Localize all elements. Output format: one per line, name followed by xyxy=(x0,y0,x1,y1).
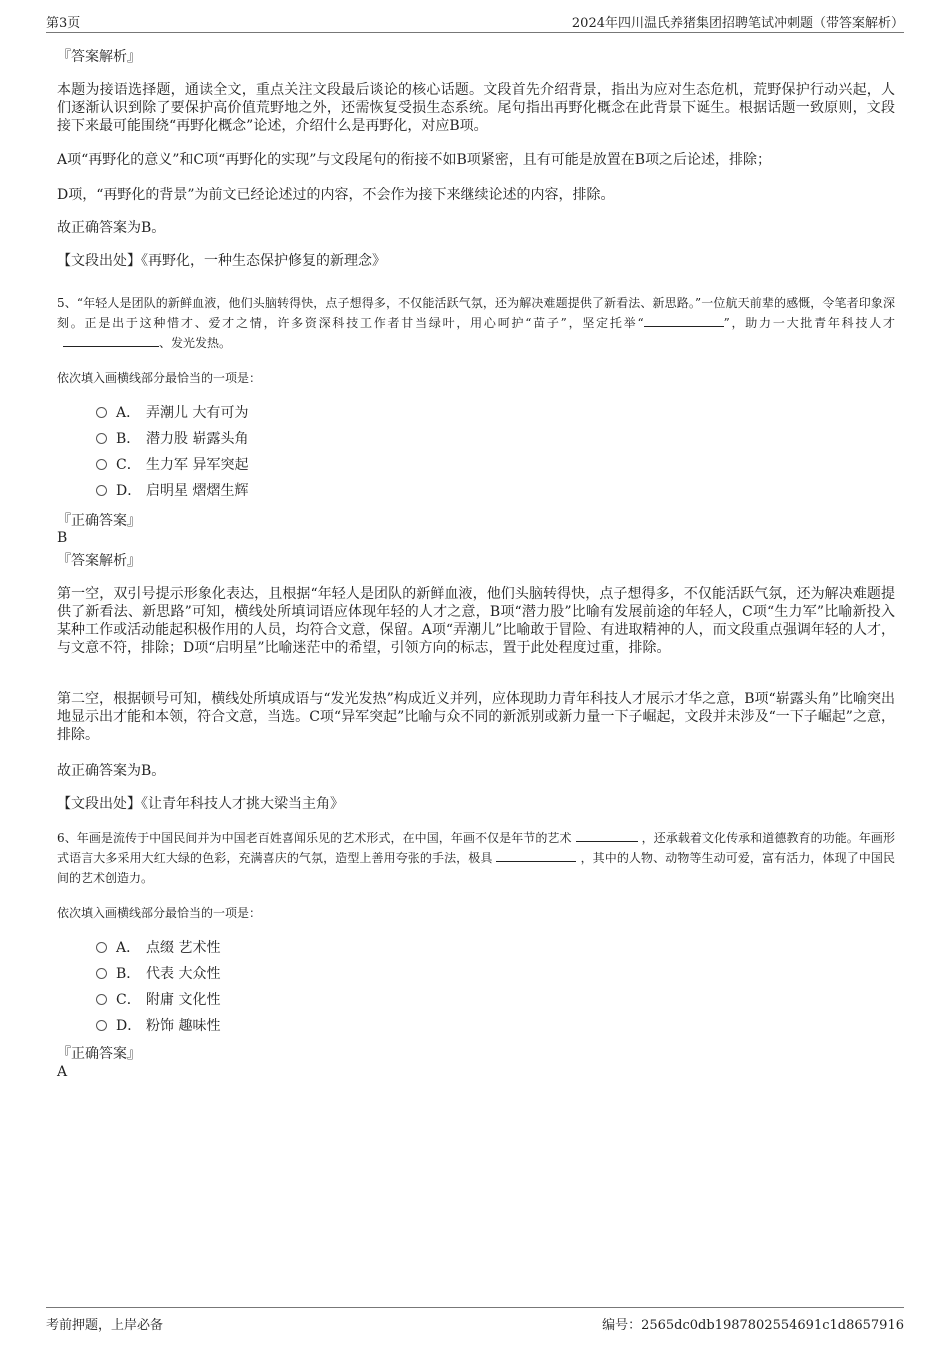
q6-option-b[interactable]: B． 代表 大众性 xyxy=(96,961,496,987)
q6-options xyxy=(96,935,496,1039)
radio-icon[interactable] xyxy=(96,968,107,979)
q6-blank-1 xyxy=(576,829,638,842)
radio-icon[interactable] xyxy=(96,433,107,444)
q5-analysis-label: 『答案解析』 xyxy=(57,553,141,569)
q5-stem-part-1: 5、“年轻人是团队的新鲜血液，他们头脑转得快，点子想得多，不仅能活跃气氛，还为解决难题提供了新看法、新思路。”一位航天前辈的感慨，令笔者印象深刻。正是出于这种惜才、爱才之情，许多资深科技工作者甘当绿叶，用心呵护“苗子”，坚定托举“ xyxy=(57,296,895,330)
q4-source: 【文段出处】《再野化，一种生态保护修复的新理念》 xyxy=(57,253,386,269)
q4-analysis-label: 『答案解析』 xyxy=(57,49,141,65)
radio-icon[interactable] xyxy=(96,1020,107,1031)
q5-blank-1 xyxy=(644,314,724,327)
q5-prompt: 依次填入画横线部分最恰当的一项是： xyxy=(57,371,262,385)
q5-blank-2 xyxy=(63,334,159,347)
code-label: 编号： xyxy=(602,1318,642,1333)
q6-blank-2 xyxy=(496,849,576,862)
q4-analysis-paragraph-2: A项“再野化的意义”和C项“再野化的实现”与文段尾句的衔接不如B项紧密，且有可能是放置在B项之后论述，排除； xyxy=(57,152,772,168)
q4-analysis-paragraph-3: D项，“再野化的背景”为前文已经论述过的内容，不会作为接下来继续论述的内容，排除。 xyxy=(57,187,615,203)
code-value: 2565dc0db1987802554691c1d8657916 xyxy=(641,1318,904,1333)
page-footer xyxy=(46,1307,904,1332)
q5-analysis-paragraph-2: 第二空，根据顿号可知，横线处所填成语与“发光发热”构成近义并列，应体现助力青年科技人才展示才华之意，B项“崭露头角”比喻突出地显示出才能和本领，符合文意，当选。C项“异军突起”比喻与众不同的新派别或新力量一下子崛起，文段并未涉及“一下子崛起”之意，排除。 xyxy=(57,691,895,743)
q5-option-b[interactable]: B． 潜力股 崭露头角 xyxy=(96,426,496,452)
q6-prompt: 依次填入画横线部分最恰当的一项是： xyxy=(57,906,262,920)
q5-answer: B xyxy=(57,530,68,546)
radio-icon[interactable] xyxy=(96,994,107,1005)
radio-icon[interactable] xyxy=(96,485,107,496)
q6-stem-part-1: 6、年画是流传于中国民间并为中国老百姓喜闻乐见的艺术形式，在中国，年画不仅是年节的艺术 xyxy=(57,831,572,845)
document-title: 2024年四川温氏养猪集团招聘笔试冲刺题（带答案解析） xyxy=(571,16,904,31)
q5-option-d[interactable]: D． 启明星 熠熠生辉 xyxy=(96,478,496,504)
page-number: 第3页 xyxy=(46,16,81,31)
q5-option-c[interactable]: C． 生力军 异军突起 xyxy=(96,452,496,478)
page-header xyxy=(46,10,904,33)
footer-slogan: 考前押题，上岸必备 xyxy=(46,1318,164,1333)
q5-stem xyxy=(57,293,895,353)
q4-analysis-paragraph-1: 本题为接语选择题，通读全文，重点关注文段最后谈论的核心话题。文段首先介绍背景，指出为应对生态危机，荒野保护行动兴起，人们逐渐认识到除了要保护高价值荒野地之外，还需恢复受损生态系统。尾句指出再野化概念在此背景下诞生。根据话题一致原则，文段接下来最可能围绕“再野化概念”论述，介绍什么是再野化，对应B项。 xyxy=(57,82,895,134)
q5-stem-part-2: ”，助力一大批青年科技人才 xyxy=(723,316,895,330)
q6-option-d[interactable]: D． 粉饰 趣味性 xyxy=(96,1013,496,1039)
radio-icon[interactable] xyxy=(96,942,107,953)
q5-stem-part-3: 、发光发热。 xyxy=(159,336,232,350)
radio-icon[interactable] xyxy=(96,459,107,470)
q4-answer-conclusion: 故正确答案为B。 xyxy=(57,220,166,236)
q5-analysis-paragraph-1: 第一空，双引号提示形象化表达，且根据“年轻人是团队的新鲜血液，他们头脑转得快，点子想得多，不仅能活跃气氛，还为解决难题提供了新看法、新思路”可知，横线处所填词语应体现年轻的人才之意，B项“潜力股”比喻有发展前途的年轻人，C项“生力军”比喻新投入某种工作或活动能起积极作用的人员，均符合文意，保留。A项“弄潮儿”比喻敢于冒险、有进取精神的人，而文段重点强调年轻的人才，与文意不符，排除；D项“启明星”比喻迷茫中的希望，引领方向的标志，置于此处程度过重，排除。 xyxy=(57,586,895,656)
q6-stem-part-3: ，其中的人物、动物等生动可爱，富有活力，体现了中国民间的艺术创造力。 xyxy=(57,851,895,885)
q5-option-a[interactable]: A． 弄潮儿 大有可为 xyxy=(96,400,496,426)
q5-answer-label: 『正确答案』 xyxy=(57,513,141,529)
document-code xyxy=(602,1314,904,1333)
q6-stem-part-2: ，还承载着文化传承和道德教育的功能。年画形式语言大多采用大红大绿的色彩，充满喜庆的气氛，造型上善用夸张的手法，极具 xyxy=(57,831,895,865)
q6-option-a[interactable]: A． 点缀 艺术性 xyxy=(96,935,496,961)
q5-options xyxy=(96,400,496,504)
q6-option-c[interactable]: C． 附庸 文化性 xyxy=(96,987,496,1013)
radio-icon[interactable] xyxy=(96,407,107,418)
q5-source: 【文段出处】《让青年科技人才挑大梁当主角》 xyxy=(57,796,344,812)
q5-answer-conclusion: 故正确答案为B。 xyxy=(57,763,166,779)
q6-answer-label: 『正确答案』 xyxy=(57,1046,141,1062)
q6-answer: A xyxy=(57,1064,68,1080)
q6-stem xyxy=(57,828,895,888)
